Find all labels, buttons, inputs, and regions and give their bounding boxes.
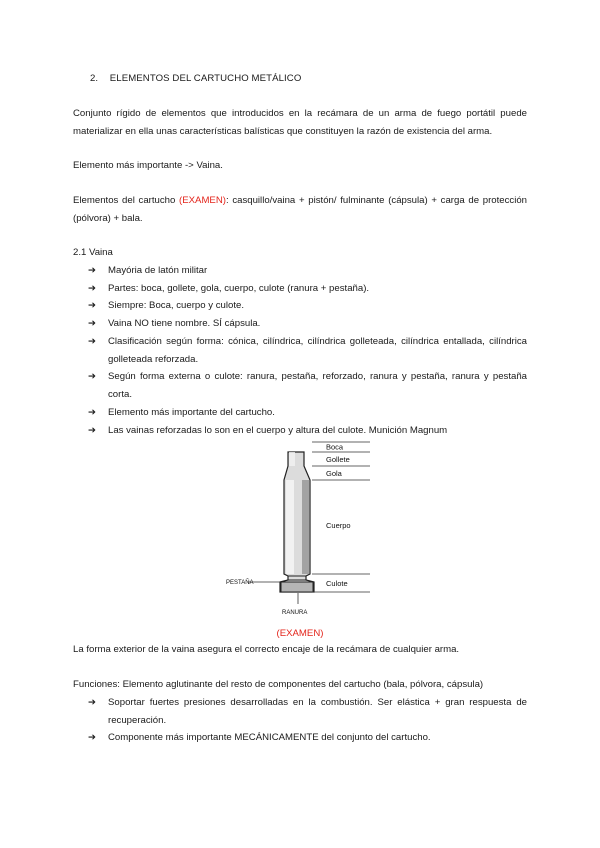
arrow-right-icon: ➔	[88, 406, 97, 418]
label-boca: Boca	[326, 442, 344, 452]
label-ranura: RANURA	[282, 610, 308, 616]
list-item: ➔ Clasificación según forma: cónica, cilíndrica, cilíndrica golleteada, cilíndrica entallada, cilíndrica golleteada reforzada.	[88, 333, 527, 368]
list-item: ➔ Vaina NO tiene nombre. SÍ cápsula.	[88, 315, 527, 333]
funciones-intro: Funciones: Elemento aglutinante del resto de componentes del cartucho (bala, pólvora, cápsula)	[73, 679, 484, 690]
subsection-title-vaina: 2.1 Vaina	[73, 247, 113, 258]
arrow-right-icon: ➔	[88, 732, 97, 744]
arrow-right-icon: ➔	[88, 300, 97, 312]
list-item: ➔ Partes: boca, gollete, gola, cuerpo, culote (ranura + pestaña).	[88, 280, 527, 298]
elements-colon: :	[225, 195, 229, 206]
arrow-right-icon: ➔	[88, 697, 97, 708]
list-item: ➔ Según forma externa o culote: ranura, pestaña, reforzado, ranura y pestaña, ranura y pestaña corta.	[88, 368, 527, 403]
heading-number: 2.	[90, 73, 99, 84]
elements-text: casquillo/vaina + pistón/ fulminante (cápsula) + carga de protección (pólvora) + bala.	[73, 195, 527, 224]
arrow-right-icon: ➔	[88, 371, 97, 383]
section-heading	[90, 70, 301, 88]
label-culote: Culote	[326, 579, 348, 588]
list-item: ➔ Soportar fuertes presiones desarrolladas en la combustión. Ser elástica + gran respuesta de recuperación.	[88, 694, 527, 729]
list-item: ➔ Mayória de latón militar	[88, 262, 527, 280]
elements-paragraph	[73, 192, 527, 227]
arrow-right-icon: ➔	[88, 265, 97, 276]
cartridge-case-diagram	[222, 436, 382, 618]
caption-open: (	[276, 628, 280, 639]
arrow-right-icon: ➔	[88, 335, 97, 347]
vaina-bullet-list	[88, 262, 527, 439]
list-item: ➔ Las vainas reforzadas lo son en el cuerpo y altura del culote. Munición Magnum	[88, 422, 527, 440]
arrow-right-icon: ➔	[88, 424, 97, 436]
exterior-paragraph: La forma exterior de la vaina asegura el correcto encaje de la recámara de cualquier arma.	[73, 644, 460, 655]
arrow-right-icon: ➔	[88, 318, 97, 330]
label-gollete: Gollete	[326, 455, 350, 464]
list-item: ➔ Componente más importante MECÁNICAMENTE del conjunto del cartucho.	[88, 729, 527, 747]
label-pestana: PESTAÑA	[226, 580, 254, 586]
cartridge-drawing	[280, 452, 314, 592]
list-item: ➔ Elemento más importante del cartucho.	[88, 404, 527, 422]
caption-exam-tag: EXAMEN	[279, 628, 321, 639]
arrow-right-icon: ➔	[88, 282, 97, 294]
caption-close: )	[320, 628, 324, 639]
intro-paragraph: Conjunto rígido de elementos que introducidos en la recámara de un arma de fuego portátil puede materializar en ella unas características balísticas que constituyen la razón de existencia del arma.	[73, 108, 527, 137]
most-important-line: Elemento más importante -> Vaina.	[73, 160, 223, 171]
label-gola: Gola	[326, 469, 342, 478]
funciones-bullet-list	[88, 694, 527, 747]
heading-title: ELEMENTOS DEL CARTUCHO METÁLICO	[109, 73, 302, 84]
elements-prefix: Elementos del cartucho	[73, 195, 180, 206]
exam-tag: (EXAMEN)	[179, 195, 226, 206]
list-item: ➔ Siempre: Boca, cuerpo y culote.	[88, 297, 527, 315]
label-cuerpo: Cuerpo	[326, 521, 351, 530]
